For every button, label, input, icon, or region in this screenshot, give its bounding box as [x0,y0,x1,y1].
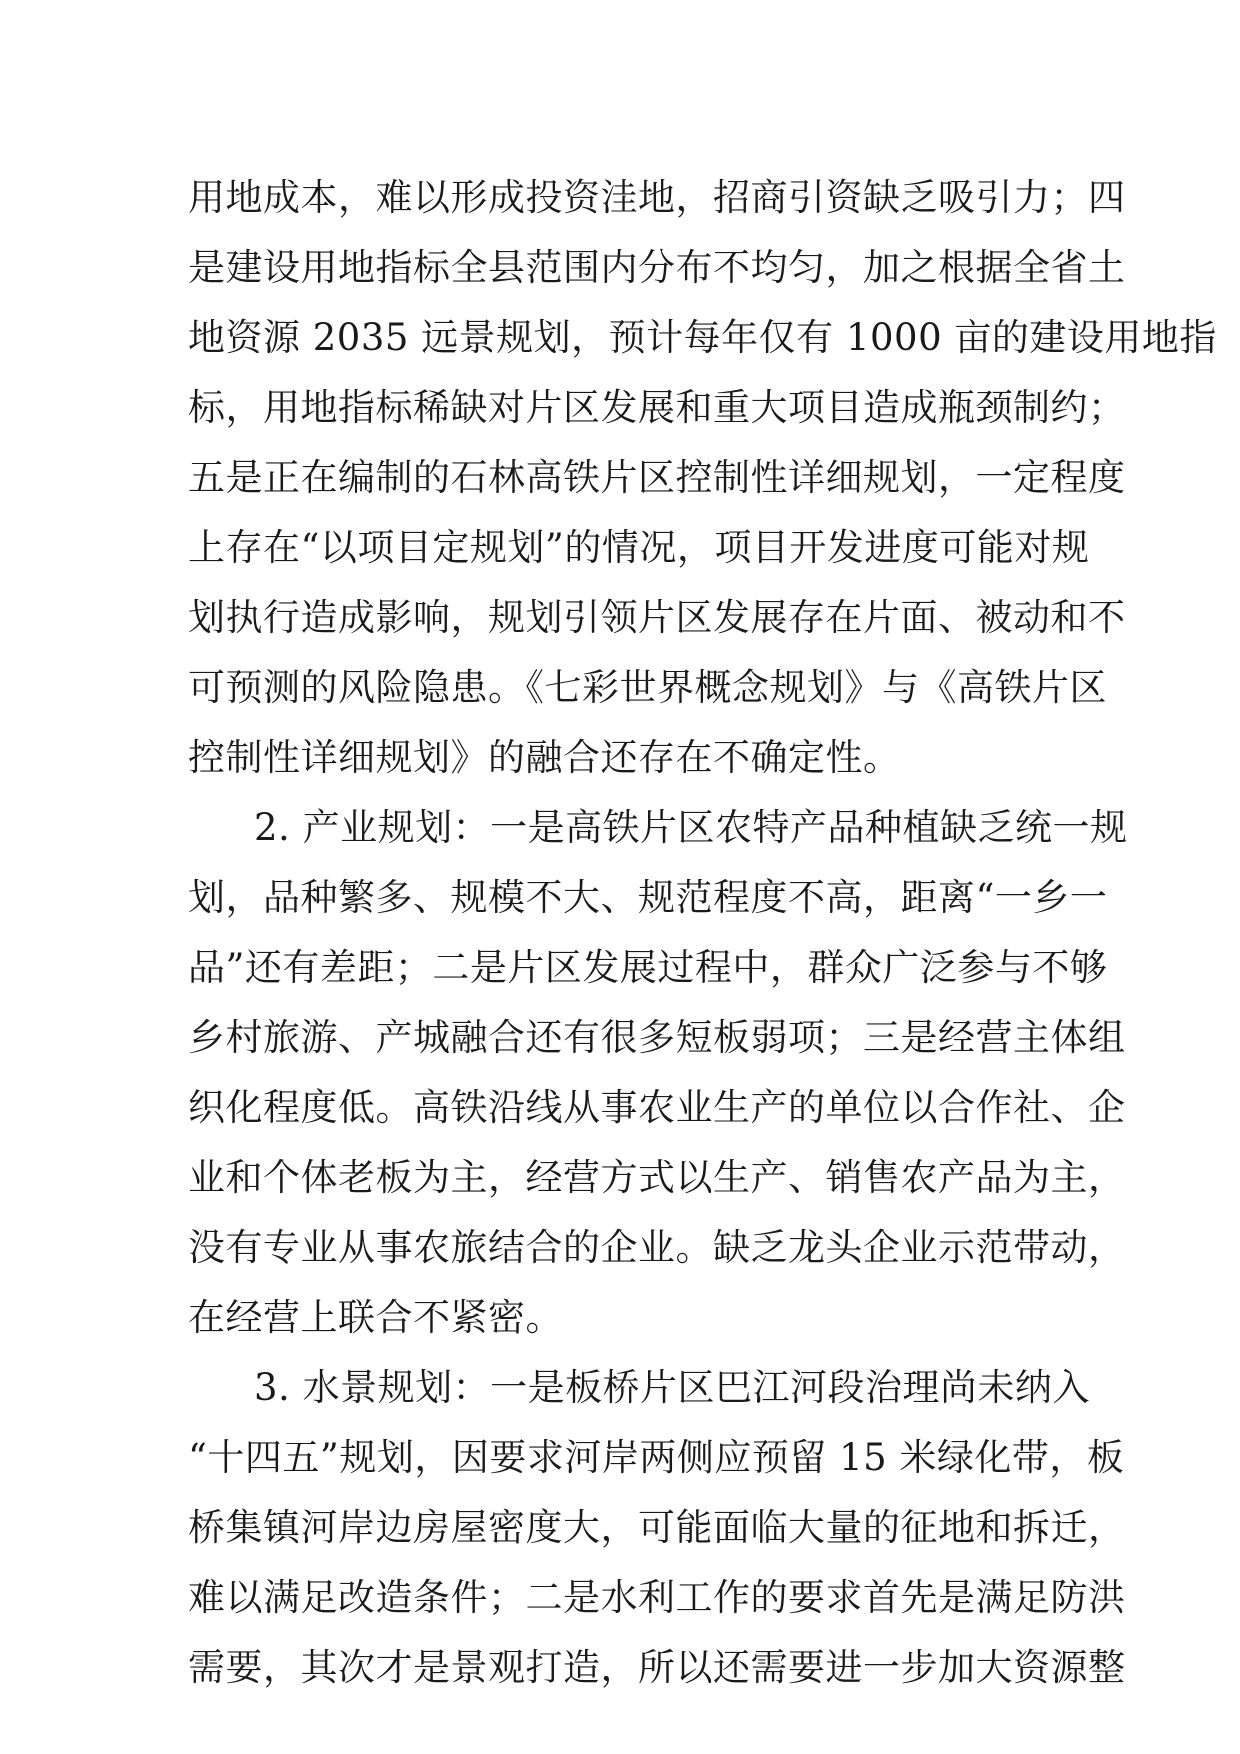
text-line: 桥集镇河岸边房屋密度大，可能面临大量的征地和拆迁， [188,1506,1126,1549]
text-line: 上存在“以项目定规划”的情况，项目开发进度可能对规 [188,526,1090,569]
text-line: 地资源 2035 远景规划，预计每年仅有 1000 亩的建设用地指 [188,316,1217,359]
section-heading-line: 3. 水景规划：一是板桥片区巴江河段治理尚未纳入 [254,1366,1091,1409]
text-line: 品”还有差距；二是片区发展过程中，群众广泛参与不够 [188,946,1108,989]
text-line: 控制性详细规划》的融合还存在不确定性。 [188,736,901,779]
text-line: 难以满足改造条件；二是水利工作的要求首先是满足防洪 [188,1576,1126,1619]
text-line: 用地成本，难以形成投资洼地，招商引资缺乏吸引力；四 [188,176,1126,219]
text-line: 业和个体老板为主，经营方式以生产、销售农产品为主， [188,1156,1126,1199]
text-line: 在经营上联合不紧密。 [188,1296,563,1339]
text-line: 是建设用地指标全县范围内分布不均匀，加之根据全省土 [188,246,1126,289]
body-text [188,163,1217,1703]
text-line: 需要，其次才是景观打造，所以还需要进一步加大资源整 [188,1646,1126,1689]
text-line: 没有专业从事农旅结合的企业。缺乏龙头企业示范带动， [188,1226,1126,1269]
text-line: 划，品种繁多、规模不大、规范程度不高，距离“一乡一 [188,876,1108,919]
section-heading-line: 2. 产业规划：一是高铁片区农特产品种植缺乏统一规 [254,806,1128,849]
text-line: 织化程度低。高铁沿线从事农业生产的单位以合作社、企 [188,1086,1126,1129]
text-line: 五是正在编制的石林高铁片区控制性详细规划，一定程度 [188,456,1126,499]
text-line: 乡村旅游、产城融合还有很多短板弱项；三是经营主体组 [188,1016,1126,1059]
text-line: 标，用地指标稀缺对片区发展和重大项目造成瓶颈制约； [188,386,1126,429]
text-line: 划执行造成影响，规划引领片区发展存在片面、被动和不 [188,596,1126,639]
text-line: 可预测的风险隐患。《七彩世界概念规划》与《高铁片区 [188,666,1107,709]
text-line: “十四五”规划，因要求河岸两侧应预留 15 米绿化带，板 [188,1436,1125,1479]
